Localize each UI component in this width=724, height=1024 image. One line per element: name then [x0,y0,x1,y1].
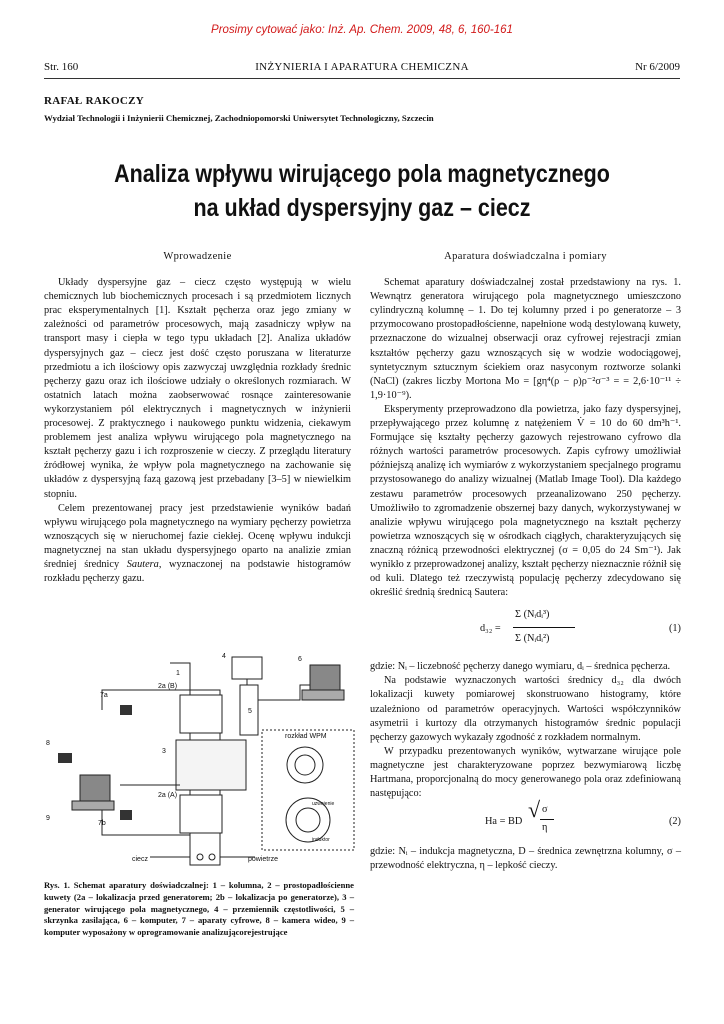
journal-name: INŻYNIERIA I APARATURA CHEMICZNA [255,61,469,73]
intro-paragraph-1: Układy dyspersyjne gaz – ciecz często występują w wielu chemicznych lub biochemicznych procesach i są przedmiotem licznych prac eksperymentalnych [1]. Kształt pęcherza oraz jego zmiany w zależności od parametrów procesowych, mają zasadniczy wpływ na transport masy i ciepła w tego typu układach [2]. Analiza układów dyspersyjnych gaz – ciecz jest dość często poruszana w literaturze przedmiotu a ich ilościowy opis zazwyczaj uwzględnia rozkłady średnic pęcherzy gazu oraz ich ilościowe udziały o określonych rozmiarach. W ostatnich latach można zaobserwować rosnące zainteresowanie wykorzystaniem pól elektrycznych i magnetycznych w inżynierii procesowej. Z praktycznego i naukowego punktu widzenia, ciekawym problemem jest analiza wpływu wirującego pola magnetycznego na kształt pęcherzy gazu i ich rozproszenie w cieczy. Z przeglądu literatury źródłowej wynika, że wpływ pola magnetycznego na zachowanie się układów z dyspersyjną fazą gazową jest przebadany [3–5] w niewielkim stopniu. [44,277,351,500]
intro-p2-end: , wyznaczonej na podstawie histogramów rozkładu pęcherzy gazu. [44,558,351,585]
eq1-denominator: Σ (Nᵢdᵢ²) [515,633,550,645]
header-rule [44,78,680,79]
label-5: 5 [248,708,252,715]
apparatus-paragraph-2: Eksperymenty przeprowadzono dla powietrza, jako fazy dyspersyjnej, przepływającego przez kolumnę z natężeniem V̇ = 10 do 60 dm³h⁻¹. Formujące się kształty pęcherzy gazowych rejestrowano cyfrowo dla różnych wartości parametrów procesowych. Zapis cyfrowy umożliwiał późniejszą analizę ich wymiarów z wykorzystaniem specjalnego programu przystosowanego do analizy wizualnej (Matlab Image Tool). Dla każdego zestawu parametrów procesowych przeanalizowano 250 pęcherzy. Umożliwiło to zgromadzenie obszernej bazy danych, wykorzystywanej w analizie wpływu wirującego pola magnetycznego na kształt pęcherzy powietrza wznoszących się w ośrodkach ciągłych, charakteryzujących się znaczną różnicą przewodności elektrycznej (σ = 0,05 do 24 Sm⁻¹). Jak wynikło z przeprowadzonej analizy, kształt pęcherzy nieznacznie różnił się od kuli. Dlatego też rzeczywistą populację pęcherzy zdecydowano się określić średnią średnicą Sautera: [370,403,681,599]
section-heading-apparatus: Aparatura doświadczalna i pomiary [444,251,607,262]
equation-2 [370,797,681,845]
label-9: 9 [46,815,50,822]
intro-p2-text: Celem prezentowanej pracy jest przedstawienie wyników badań wpływu wirującego pola magnetycznego na wymiary pęcherzy powietrza wznoszących się w nieruchomej fazie ciekłej. Ocenę wpływu indukcji magnetycznej na stan układu dyspersyjnego oparto na analizie zmian średniej średnicy [44,502,351,570]
apparatus-paragraph-5: W przypadku prezentowanych wyników, wytwarzane wirujące pole magnetyczne jest charakteryzowane poprzez bezwymiarową liczbę Hartmana, proporcjonalną do mocy generowanego pola oraz zdefiniowaną następująco: [370,745,681,800]
intro-paragraph-2 [44,502,351,587]
camera-7b [120,810,132,820]
label-induktor: induktor [312,837,330,843]
citation-note: Prosimy cytować jako: Inż. Ap. Chem. 2009, 48, 6, 160-161 [211,24,513,36]
computer-9 [80,775,110,801]
generator [176,740,246,790]
label-2a-b: 2a (B) [158,683,178,690]
label-ciecz: ciecz [132,856,148,863]
eq2-numerator: σ [542,804,548,816]
label-7b: 7b [98,820,106,827]
right-column [370,250,681,873]
figure-caption [44,880,354,939]
caption-lead: Rys. 1. Schemat aparatury doświadczalnej: [44,880,213,890]
label-7a: 7a [100,692,108,699]
eq1-lhs: d₃₂ = [480,623,501,635]
equation-1 [370,600,681,660]
frequency-converter [232,657,262,679]
page-number: Str. 160 [44,61,79,73]
eq2-sqrt-sign: √ [528,797,541,823]
title-line-1: Analiza wpływu wirującego pola magnetycznego [114,160,610,188]
computer-6 [310,665,340,690]
cuvette-b [180,695,222,733]
label-1: 1 [176,670,180,677]
label-wpm: rozkład WPM [285,733,327,740]
apparatus-paragraph-3: gdzie: Nᵢ – liczebność pęcherzy danego wymiaru, dᵢ – średnica pęcherza. [370,661,671,673]
wpm-rotor [287,747,323,783]
camera-7a [120,705,132,715]
video-camera-8 [58,753,72,763]
label-3: 3 [162,748,166,755]
affiliation: Wydział Technologii i Inżynierii Chemicznej, Zachodniopomorski Uniwersytet Technologiczny, Szczecin [44,113,434,123]
label-powietrze: powietrze [248,856,278,863]
label-2a-a: 2a (A) [158,792,178,799]
eq2-number: (2) [668,816,681,828]
label-8: 8 [46,740,50,747]
left-column [44,250,351,586]
issue-number: Nr 6/2009 [635,61,680,73]
eq2-lhs: Ha = BD [485,816,523,828]
eq2-fraction-bar [540,819,554,820]
article-title [51,157,674,225]
caption-text: 1 – kolumna, 2 – prostopadłościenne kuwety (2a – lokalizacja przed generatorem; 2b – lokalizacja po generatorze), 3 – generator wirującego pola magnetycznego, 4 – przemiennik częstotliwości, 5 – skrzynka zasilająca, 6 – komputer, 7 – aparaty cyfrowe, 8 – kamera wideo, 9 – komputer wyposażony w oprogramowanie analizującorejestrujące [44,880,354,938]
title-line-2: na układ dyspersyjny gaz – ciecz [193,194,531,222]
label-uzwojenie: uzwojenie [312,801,335,807]
apparatus-paragraph-4: Na podstawie wyznaczonych wartości średnicy d₃₂ dla dwóch lokalizacji kuwety pomiarowej skonstruowano histogramy, które uzależniono od parametrów operacyjnych. Wartości współczynników asymetrii i kurtozy dla otrzymanych histogramów średnic populacji pęcherzy gazowych wykazały zgodność z rozkładem normalnym. [370,675,681,743]
cuvette-a [180,795,222,833]
eq1-number: (1) [668,623,681,635]
label-6: 6 [298,656,302,663]
apparatus-paragraph-1: Schemat aparatury doświadczalnej został przedstawiony na rys. 1. Wewnątrz generatora wirującego pola magnetycznego umieszczono cylindryczną kolumnę – 1. Do tej kolumny przed i po generatorze – 3 przymocowano prostopadłościenne, napełnione wodą destylowaną kuwety, przeznaczone do wizualnej obserwacji oraz cyfrowej rejestracji zmian kształtów pęcherzy gazu wznoszących się w wodzie wodociągowej, syntetycznym sztucznym ściekiem oraz nasyconym roztworze solanki (NaCl) (zakres liczby Mortona Mo = [gη⁴(ρ − ρ)ρ⁻²σ⁻³ = = 2,6·10⁻¹¹ ÷ 1,9·10⁻⁹). [370,277,681,401]
apparatus-schematic [40,645,360,875]
label-4: 4 [222,653,226,660]
eq1-numerator: Σ (Nᵢdᵢ³) [515,609,550,621]
author-name: RAFAŁ RAKOCZY [44,95,144,107]
intro-p2-italic: Sautera [126,558,159,570]
eq1-fraction-bar [513,627,575,628]
section-heading-intro: Wprowadzenie [163,251,232,262]
eq2-denominator: η [542,822,548,834]
apparatus-paragraph-6: gdzie: Nᵢ – indukcja magnetyczna, D – średnica zewnętrzna kolumny, σ – przewodność elektryczna, η – lepkość cieczy. [370,846,681,872]
